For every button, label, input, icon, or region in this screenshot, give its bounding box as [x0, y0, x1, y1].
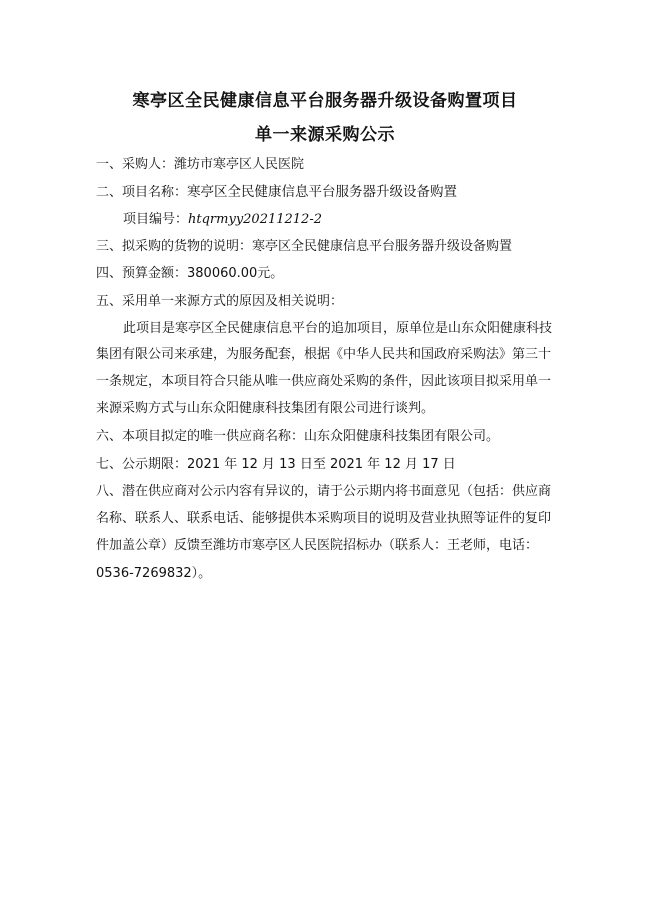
- document-title: 寒亭区全民健康信息平台服务器升级设备购置项目: [132, 91, 518, 111]
- buyer-line: [96, 156, 304, 174]
- reason-heading: 五、采用单一来源方式的原因及相关说明：: [96, 294, 344, 309]
- reason-paragraph-line: 此项目是寒亭区全民健康信息平台的追加项目，原单位是山东众阳健康科技: [123, 321, 553, 336]
- project-number-line: [123, 211, 322, 229]
- objection-paragraph-line: 件加盖公章）反馈至潍坊市寒亭区人民医院招标办（联系人：王老师，电话：: [96, 538, 539, 553]
- objection-paragraph-line: 名称、联系人、联系电话、能够提供本采购项目的说明及营业执照等证件的复印: [96, 511, 552, 526]
- objection-paragraph-line: 0536-7269832）。: [96, 566, 212, 581]
- buyer-label: 一、采购人：: [96, 157, 175, 172]
- project-name-label: 二、项目名称：: [96, 185, 188, 200]
- budget-amount: 四、预算金额：380060.00元。: [96, 266, 284, 281]
- project-number-value: htqrmyy20211212-2: [188, 212, 322, 227]
- document-subtitle: 单一来源采购公示: [255, 125, 395, 145]
- project-name-line: [96, 183, 457, 202]
- sole-supplier: 六、本项目拟定的唯一供应商名称：山东众阳健康科技集团有限公司。: [96, 429, 500, 444]
- reason-paragraph-line: 集团有限公司来承建，为服务配套，根据《中华人民共和国政府采购法》第三十: [96, 347, 552, 362]
- buyer-value: 潍坊市寒亭区人民医院: [174, 157, 305, 172]
- project-name-value: 寒亭区全民健康信息平台服务器升级设备购置: [187, 184, 458, 200]
- project-number-label: 项目编号：: [123, 212, 189, 227]
- goods-description: 三、拟采购的货物的说明：寒亭区全民健康信息平台服务器升级设备购置: [96, 239, 513, 254]
- publicity-period: 七、公示期限：2021 年 12 月 13 日至 2021 年 12 月 17 日: [96, 457, 456, 472]
- reason-paragraph-line: 一条规定，本项目符合只能从唯一供应商处采购的条件，因此该项目拟采用单一: [96, 374, 552, 389]
- reason-paragraph-line: 来源采购方式与山东众阳健康科技集团有限公司进行谈判。: [96, 401, 435, 416]
- objection-paragraph-line: 八、潜在供应商对公示内容有异议的，请于公示期内将书面意见（包括：供应商: [96, 484, 552, 499]
